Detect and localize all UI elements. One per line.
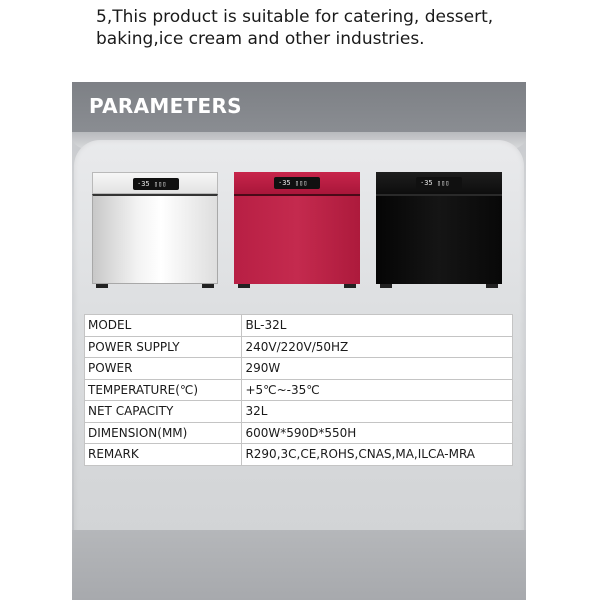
panel-title: PARAMETERS	[89, 94, 242, 118]
spec-label: POWER SUPPLY	[85, 336, 242, 358]
spec-value: 600W*590D*550H	[242, 422, 513, 444]
table-row	[85, 401, 513, 423]
oven-foot	[202, 284, 214, 288]
table-row	[85, 358, 513, 380]
spec-label: POWER	[85, 358, 242, 380]
oven-control-bar	[234, 172, 360, 194]
oven-image-red	[234, 172, 360, 288]
spec-label: MODEL	[85, 315, 242, 337]
oven-control-bar	[376, 172, 502, 194]
oven-door	[92, 194, 218, 284]
oven-foot	[344, 284, 356, 288]
intro-line-1: 5,This product is suitable for catering, dessert,	[96, 7, 494, 27]
panel-header	[72, 82, 526, 132]
oven-foot	[96, 284, 108, 288]
spec-value: BL-32L	[242, 315, 513, 337]
panel-bottom	[72, 530, 526, 600]
oven-door	[376, 194, 502, 284]
spec-value: 290W	[242, 358, 513, 380]
spec-value: R290,3C,CE,ROHS,CNAS,MA,ILCA-MRA	[242, 444, 513, 466]
table-row	[85, 422, 513, 444]
spec-value: 32L	[242, 401, 513, 423]
table-row	[85, 336, 513, 358]
spec-label: DIMENSION(MM)	[85, 422, 242, 444]
intro-line-2: baking,ice cream and other industries.	[96, 29, 425, 49]
table-row	[85, 315, 513, 337]
spec-value: +5℃~-35℃	[242, 379, 513, 401]
table-row	[85, 444, 513, 466]
temperature-display: ·35 ▯▯▯	[133, 178, 179, 190]
oven-foot	[486, 284, 498, 288]
spec-label: REMARK	[85, 444, 242, 466]
oven-image-black	[376, 172, 502, 288]
oven-foot	[380, 284, 392, 288]
oven-image-white	[92, 172, 218, 288]
spec-label: NET CAPACITY	[85, 401, 242, 423]
intro-text	[96, 6, 556, 50]
table-row	[85, 379, 513, 401]
temperature-display: ·35 ▯▯▯	[416, 177, 462, 189]
temperature-display: ·35 ▯▯▯	[274, 177, 320, 189]
spec-table	[84, 314, 513, 466]
spec-value: 240V/220V/50HZ	[242, 336, 513, 358]
spec-label: TEMPERATURE(℃)	[85, 379, 242, 401]
oven-control-bar	[92, 172, 218, 194]
oven-foot	[238, 284, 250, 288]
oven-door	[234, 194, 360, 284]
